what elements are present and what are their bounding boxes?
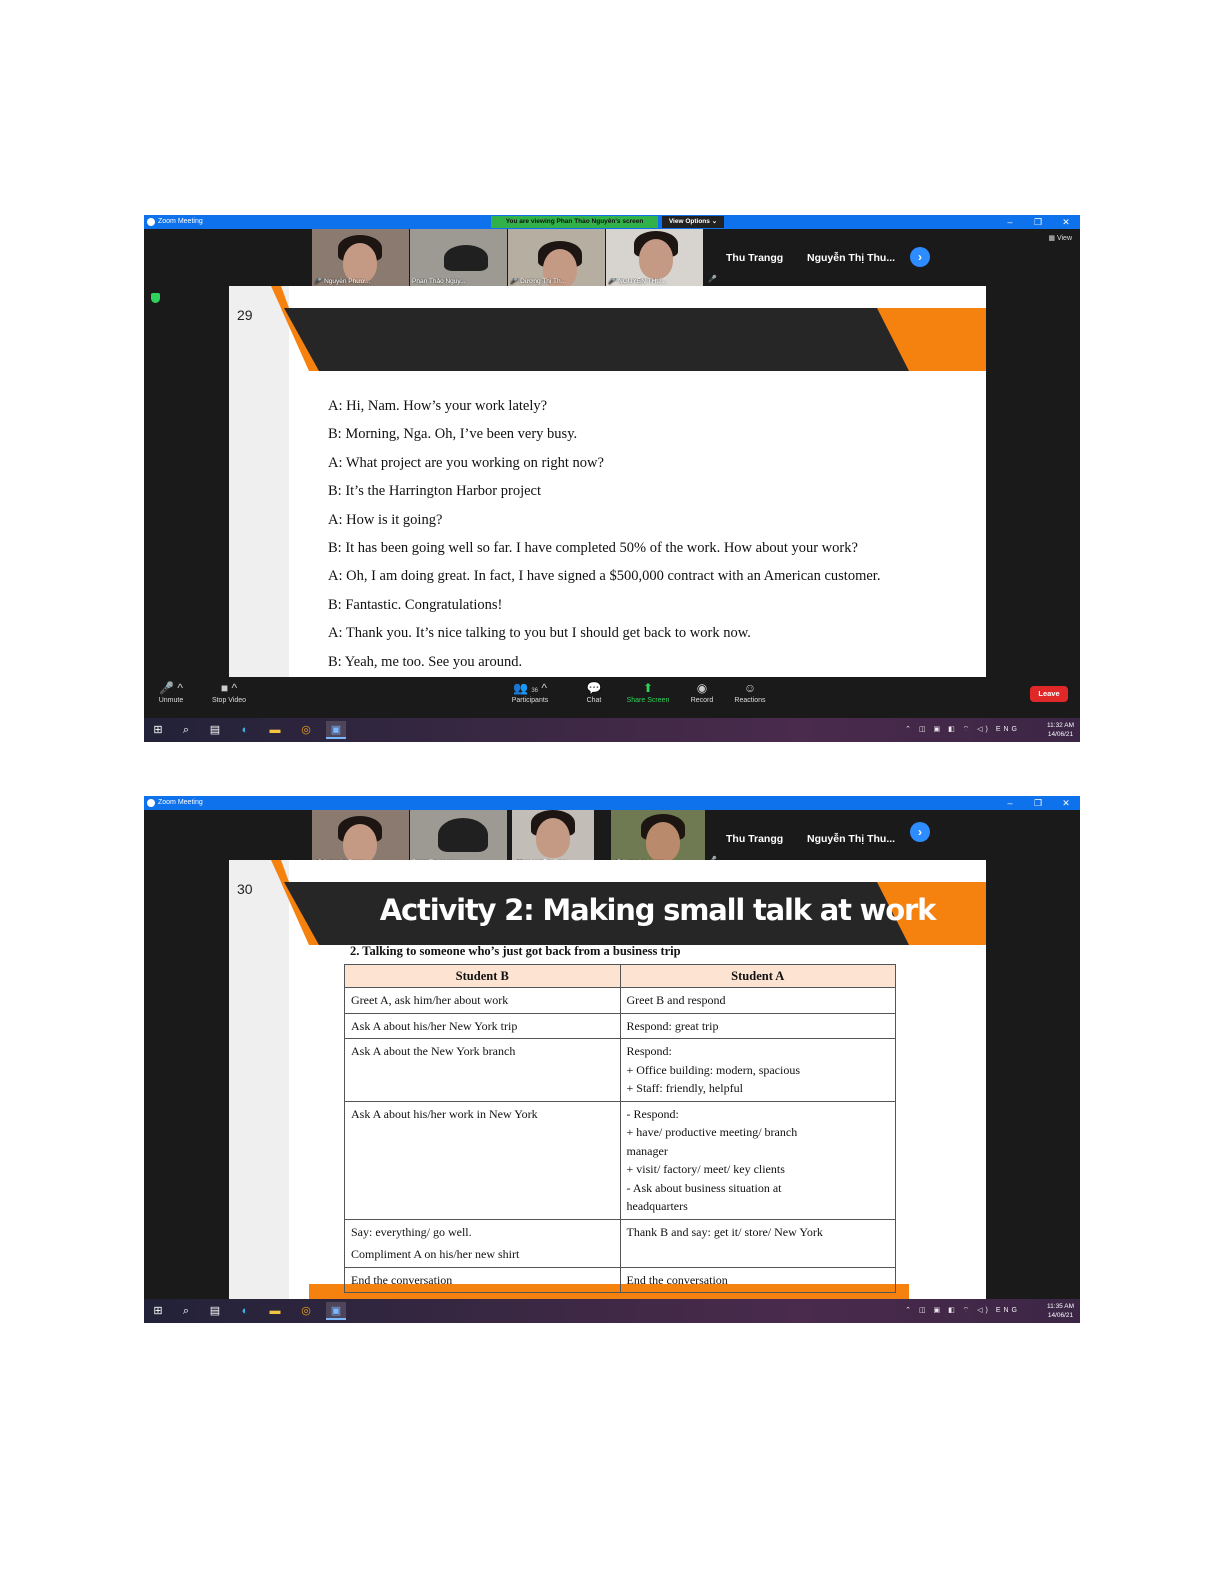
video-tile[interactable]: [606, 229, 703, 287]
dialogue-line: A: Hi, Nam. How’s your work lately?: [328, 398, 548, 414]
participant-name: Dương Thị Th...: [520, 278, 567, 285]
zoom-logo-icon: [147, 218, 155, 226]
table-cell: End the conversation: [620, 1267, 896, 1293]
windows-start-icon[interactable]: ⊞: [153, 724, 163, 736]
dialogue-line: A: Thank you. It’s nice talking to you but I should get back to work now.: [328, 625, 751, 642]
zoom-app-icon[interactable]: ▣: [326, 721, 346, 739]
table-row: [345, 1013, 896, 1039]
restore-icon[interactable]: ❐: [1033, 798, 1043, 808]
zoom-app-icon[interactable]: ▣: [326, 1302, 346, 1320]
participants-icon: 👥 36 ^: [513, 681, 547, 695]
tray-icons: ⌃ ◫ ▣ ◧ ⌔ ◁): [905, 1307, 996, 1314]
record-button[interactable]: ◉ Record: [672, 679, 732, 704]
muted-mic-icon: 🎤: [314, 278, 323, 285]
language-indicator[interactable]: ENG: [995, 726, 1020, 733]
view-options-button[interactable]: View Options ⌄: [662, 216, 724, 228]
table-row: [345, 988, 896, 1014]
minimize-icon[interactable]: –: [1007, 217, 1013, 227]
table-cell: Ask A about his/her New York trip: [345, 1013, 621, 1039]
table-cell: End the conversation: [345, 1267, 621, 1293]
clock[interactable]: 11:35 AM 14/06/21: [1047, 1303, 1074, 1319]
search-icon[interactable]: ⌕: [182, 1305, 190, 1317]
chrome-icon[interactable]: ◎: [301, 724, 311, 736]
zoom-logo-icon: [147, 799, 155, 807]
tray-icons: ⌃ ◫ ▣ ◧ ⌔ ◁): [905, 726, 996, 733]
viewing-screen-banner: You are viewing Phan Thảo Nguyên's screen: [491, 216, 658, 228]
reactions-button[interactable]: ☺ Reactions: [720, 679, 780, 704]
shared-slide: [229, 286, 986, 678]
muted-mic-icon: 🎤: [510, 278, 519, 285]
stop-video-button[interactable]: ■ ^ Stop Video: [199, 679, 259, 704]
chrome-icon[interactable]: ◎: [301, 1305, 311, 1317]
edge-browser-icon[interactable]: ◐: [241, 724, 249, 736]
table-row: [345, 1219, 896, 1267]
shared-slide: [229, 860, 986, 1299]
table-cell: - Respond: + have/ productive meeting/ branch manager + visit/ factory/ meet/ key clients - Ask about business situation at headquarters: [620, 1101, 896, 1219]
language-indicator[interactable]: ENG: [995, 1307, 1020, 1314]
table-cell: Respond: great trip: [620, 1013, 896, 1039]
task-view-icon[interactable]: ▤: [209, 1305, 221, 1317]
table-cell: Say: everything/ go well. Compliment A on his/her new shirt: [345, 1219, 621, 1267]
participant-name: Nguyễn Phươ...: [324, 278, 371, 285]
close-icon[interactable]: ✕: [1062, 217, 1070, 227]
dialogue-line: B: Fantastic. Congratulations!: [328, 596, 503, 613]
window-title: Zoom Meeting: [158, 799, 203, 806]
video-camera-icon: ■ ^: [220, 681, 238, 695]
dialogue-line: B: It has been going well so far. I have completed 50% of the work. How about your work?: [328, 539, 858, 556]
slide-subtitle: 2. Talking to someone who’s just got back from a business trip: [350, 944, 681, 958]
slide-number: 30: [237, 881, 253, 897]
slide-title: Activity 2: Making small talk at work: [379, 893, 936, 927]
table-cell: Respond: + Office building: modern, spacious + Staff: friendly, helpful: [620, 1039, 896, 1102]
search-icon[interactable]: ⌕: [182, 724, 190, 736]
task-view-icon[interactable]: ▤: [209, 724, 221, 736]
participants-button[interactable]: 👥 36 ^ Participants: [500, 679, 560, 704]
table-header: Student A: [620, 965, 896, 988]
window-title: Zoom Meeting: [158, 218, 203, 225]
table-cell: Ask A about the New York branch: [345, 1039, 621, 1102]
participant-name-only[interactable]: Thu Trangg: [726, 252, 784, 264]
windows-start-icon[interactable]: ⊞: [153, 1305, 163, 1317]
windows-taskbar: [144, 718, 1080, 742]
muted-mic-icon: 🎤 ^: [159, 681, 183, 695]
slide-number: 29: [237, 307, 253, 323]
dialogue-line: A: How is it going?: [328, 511, 443, 528]
table-row: [345, 1267, 896, 1293]
chat-button[interactable]: 💬 Chat: [564, 679, 624, 704]
next-page-icon[interactable]: ›: [910, 822, 930, 842]
dialogue-line: A: Oh, I am doing great. In fact, I have signed a $500,000 contract with an American customer.: [328, 568, 881, 585]
table-cell: Greet B and respond: [620, 988, 896, 1014]
table-cell: Greet A, ask him/her about work: [345, 988, 621, 1014]
window-titlebar: [144, 796, 1080, 810]
video-tile[interactable]: [312, 229, 409, 287]
dialogue-line: B: It’s the Harrington Harbor project: [328, 483, 542, 500]
windows-taskbar: [144, 1299, 1080, 1323]
leave-button[interactable]: Leave: [1030, 686, 1068, 702]
security-shield-icon: [151, 293, 160, 303]
restore-icon[interactable]: ❐: [1033, 217, 1043, 227]
view-button[interactable]: ▦ View: [1048, 235, 1072, 242]
minimize-icon[interactable]: –: [1007, 798, 1013, 808]
chat-bubble-icon: 💬: [586, 681, 602, 695]
dialogue-line: A: What project are you working on right now?: [328, 454, 604, 471]
share-screen-button[interactable]: ⬆ Share Screen: [618, 679, 678, 704]
activity-table: [344, 964, 896, 1293]
participant-name-only[interactable]: Thu Trangg: [726, 833, 784, 845]
system-tray: [905, 1299, 1020, 1323]
system-tray: [905, 718, 1020, 742]
grid-icon: ▦: [1048, 235, 1057, 242]
dialogue-line: B: Yeah, me too. See you around.: [328, 653, 523, 670]
share-screen-icon: ⬆: [642, 681, 654, 695]
participant-name-only[interactable]: Nguyễn Thị Thu...: [807, 252, 896, 264]
edge-browser-icon[interactable]: ◐: [241, 1305, 249, 1317]
dialogue-line: B: Morning, Nga. Oh, I’ve been very busy.: [328, 426, 578, 443]
record-icon: ◉: [696, 681, 708, 695]
dialogue-text: [328, 392, 880, 676]
clock[interactable]: 11:32 AM 14/06/21: [1047, 722, 1074, 738]
muted-mic-icon: 🎤: [608, 278, 617, 285]
video-tile[interactable]: [508, 229, 605, 287]
participant-name-only[interactable]: Nguyễn Thị Thu...: [807, 833, 896, 845]
table-header: Student B: [345, 965, 621, 988]
window-titlebar: [144, 215, 1080, 229]
zoom-screenshot-1: [144, 215, 1080, 742]
muted-mic-icon: 🎤: [708, 276, 717, 283]
close-icon[interactable]: ✕: [1062, 798, 1070, 808]
zoom-screenshot-2: [144, 796, 1080, 1323]
file-explorer-icon[interactable]: ▬: [269, 1305, 281, 1317]
meeting-controls: [144, 677, 1080, 711]
next-page-icon[interactable]: ›: [910, 247, 930, 267]
video-tile[interactable]: [410, 229, 507, 287]
table-row: [345, 1039, 896, 1102]
table-cell: Thank B and say: get it/ store/ New York: [620, 1219, 896, 1267]
table-row: [345, 1101, 896, 1219]
unmute-button[interactable]: 🎤 ^ Unmute: [144, 679, 201, 704]
participant-name: NGUYỄN THU...: [618, 278, 667, 285]
smiley-icon: ☺: [743, 681, 757, 695]
participant-name: Phan Thảo Nguy...: [412, 278, 466, 285]
file-explorer-icon[interactable]: ▬: [269, 724, 281, 736]
table-cell: Ask A about his/her work in New York: [345, 1101, 621, 1219]
